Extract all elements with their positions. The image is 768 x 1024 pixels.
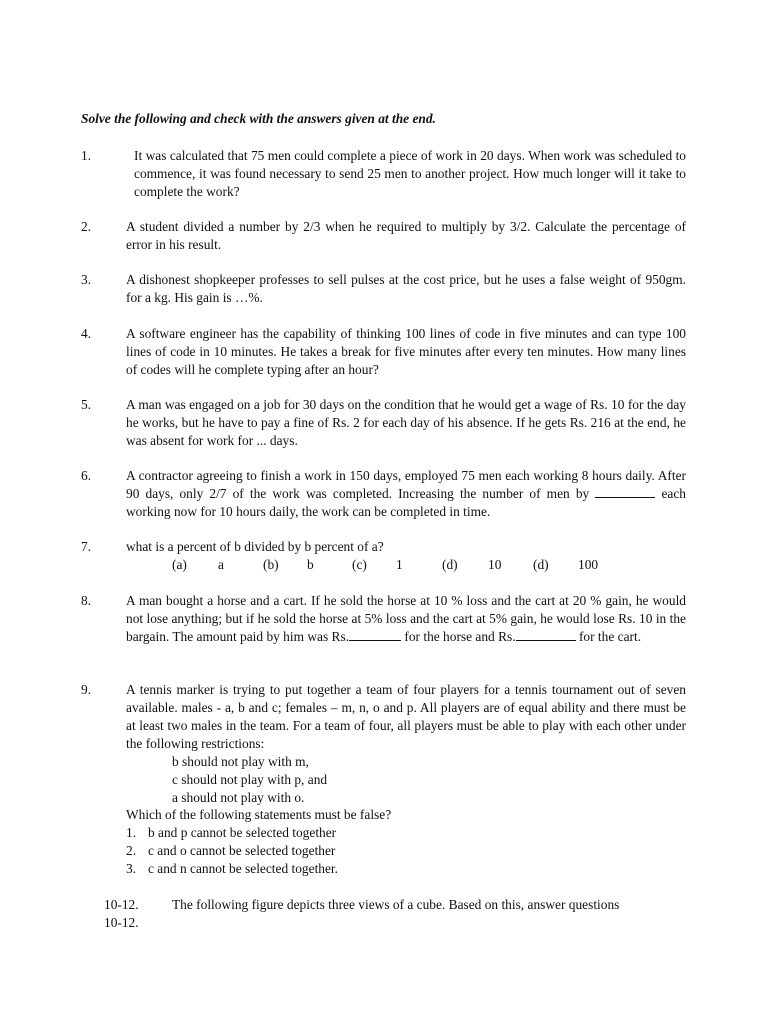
restrictions-list xyxy=(172,753,327,807)
answer-blank xyxy=(516,628,576,641)
option-value: 100 xyxy=(578,557,599,572)
question-text: It was calculated that 75 men could complete a piece of work in 20 days. When work was scheduled to commence, it was found necessary to send 25 men to another project. How much longer will it take to complete the work? xyxy=(134,148,686,199)
question-number: 9. xyxy=(81,682,92,697)
restriction-item: c should not play with p, and xyxy=(172,771,328,787)
answer-options xyxy=(172,556,598,574)
question-number: 10-12. xyxy=(104,897,139,912)
answer-blank xyxy=(349,628,401,641)
option-label: (d) xyxy=(442,557,458,572)
option-label: (a) xyxy=(172,557,187,572)
question-text-part: A contractor agreeing to finish a work in 150 days, employed 75 men each working 8 hours daily. After 90 days, only 2/7 of the work was completed. Increasing the number of men by xyxy=(126,468,686,501)
question-text: A tennis marker is trying to put together a team of four players for a tennis tournament out of seven available. males - a, b and c; females – m, n, o and p. All players are of equal ability and there must be at least two males in the team. For a team of four, all players must be able to play with each other under the following restrictions: xyxy=(126,682,686,751)
question-text: A software engineer has the capability of thinking 100 lines of code in five minutes and can type 100 lines of code in 10 minutes. He takes a break for five minutes after every ten minutes. How many lines of codes will he complete typing after an hour? xyxy=(126,326,686,377)
option-label: (b) xyxy=(263,557,279,572)
question-text-part: each working now for 10 hours daily, the work can be completed in time. xyxy=(126,485,686,519)
question-text-part: Rs. xyxy=(498,628,516,644)
question-text-part: for the cart. xyxy=(578,628,642,644)
list-text: c and n cannot be selected together. xyxy=(148,860,338,876)
list-number: 2. xyxy=(126,842,137,858)
restriction-item: a should not play with o. xyxy=(172,789,305,805)
question-text xyxy=(126,592,686,646)
option-label: (d) xyxy=(533,557,549,572)
list-text: c and o cannot be selected together xyxy=(148,842,336,858)
restriction-item: b should not play with m, xyxy=(172,754,309,769)
question-text: The following figure depicts three views of a cube. Based on this, answer questions xyxy=(172,897,620,912)
instructions-heading: Solve the following and check with the answers given at the end. xyxy=(81,111,436,126)
question-number: 8. xyxy=(81,593,92,608)
question-number: 5. xyxy=(81,397,92,412)
question-text: A man was engaged on a job for 30 days on the condition that he would get a wage of Rs. 10 for the day he works, but he have to pay a fine of Rs. 2 for each day of his absence. If he gets Rs. 216 at the end, he was absent for work for ... days. xyxy=(126,397,686,448)
question-number: 1. xyxy=(81,148,92,163)
answer-blank xyxy=(595,485,655,498)
question-number: 6. xyxy=(81,468,92,483)
option-value: 1 xyxy=(396,557,403,572)
option-value: a xyxy=(218,557,224,572)
question-text: what is a percent of b divided by b percent of a? xyxy=(126,539,384,554)
question-text: A dishonest shopkeeper professes to sell pulses at the cost price, but he uses a false weight of 950gm. for a kg. His gain is …%. xyxy=(126,272,686,305)
question-continuation: 10-12. xyxy=(104,915,139,930)
question-text: A student divided a number by 2/3 when he required to multiply by 3/2. Calculate the percentage of error in his result. xyxy=(126,219,686,252)
question-text-part: A man bought a horse and a cart. If he sold the horse at 10 % loss and the cart at 20 % gain, he would not lose anything; but if he sold the horse at 5% loss and the cart at 5% gain, he would lose Rs. 10 in the bargain. The amount paid by him was Rs. xyxy=(126,593,686,644)
option-value: b xyxy=(307,557,314,572)
question-number: 2. xyxy=(81,219,92,234)
option-label: (c) xyxy=(352,557,367,572)
question-text xyxy=(126,467,686,521)
list-number: 3. xyxy=(126,860,137,876)
list-number: 1. xyxy=(126,824,137,840)
question-text-part: for the horse and xyxy=(404,628,495,644)
list-item xyxy=(126,824,391,842)
list-item xyxy=(126,860,391,878)
list-text: b and p cannot be selected together xyxy=(148,824,337,840)
question-number: 3. xyxy=(81,272,92,287)
question-number: 7. xyxy=(81,539,92,554)
list-item xyxy=(126,842,391,860)
statements-block xyxy=(126,806,391,878)
statements-prompt: Which of the following statements must be false? xyxy=(126,807,392,822)
question-number: 4. xyxy=(81,326,92,341)
option-value: 10 xyxy=(488,557,502,572)
question-line xyxy=(104,896,704,914)
